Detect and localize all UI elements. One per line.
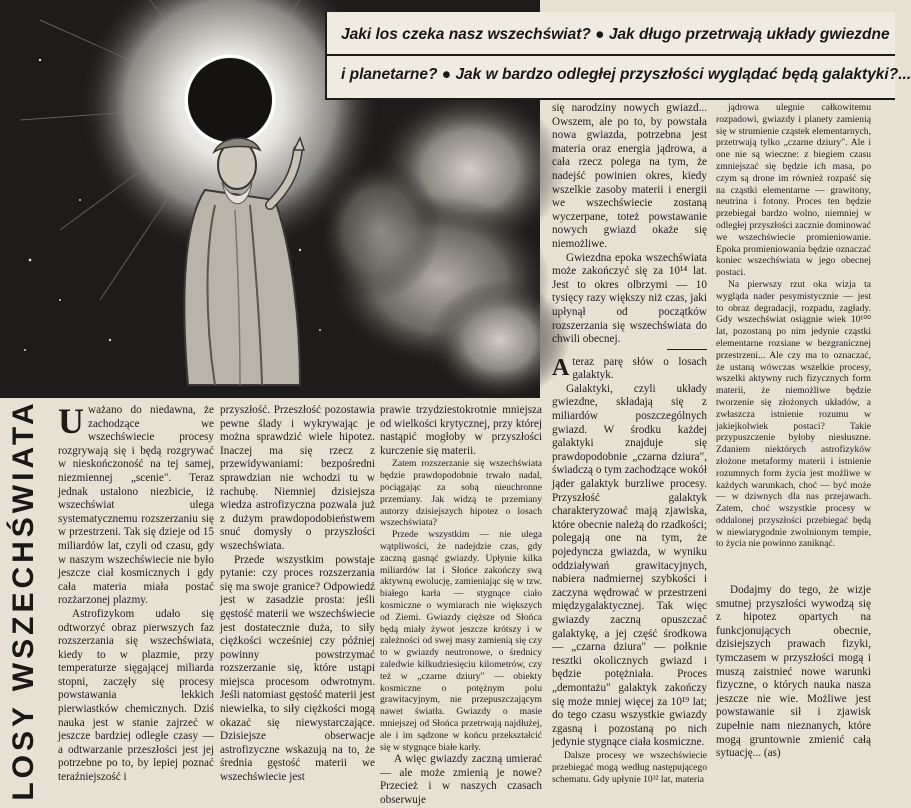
paragraph-text: teraz parę słów o losach galaktyk.: [572, 355, 707, 382]
small-print-block: [380, 458, 542, 753]
text-column-2: [220, 404, 375, 794]
cloud-middle: [320, 160, 440, 300]
small-paragraph: jądrowa ulegnie całkowitemu rozpadowi, gwiazdy i planety zamienią się w strumienie cząstek elementarnych, przetrwają tylko „czarne dziury". Ale i one nie są wieczne: z biegiem czasu zmniejszać się będzie ich masa, po czym są drone im również rozpaść się na cząstki elementarne — grawitony, neutrina i fotony. Proces ten będzie przebiegał bardzo wolno, niemniej w odległej przyszłości zacznie dominować we wszechświecie promieniowanie. Epoka promieniowania będzie oznaczać koniec wszechświata w jego obecnej postaci.: [716, 102, 871, 279]
paragraph: Dodajmy do tego, że wizje smutnej przyszłości wywodzą się z hipotez opartych na funkcjonujących obecnie, dzisiejszych prawach fizyki, tymczasem w przyszłości mogą i muszą zaistnieć nowe warunki fizyczne, o których nauka nasza jeszcze nie wie. Możliwe jest powstawanie sił i zjawisk zupełnie nam nieznanych, które mogą gruntownie zmienić całą sytuację... (as): [716, 584, 871, 760]
paragraph: się narodziny nowych gwiazd... Owszem, ale po to, by powstała nowa gwiazda, potrzebna jest materia oraz energia jądrowa, a cała rzecz polega na tym, że nadejść powinien okres, kiedy wszelkie zasoby materii i energii we wszechświecie zostaną wyczerpane, toteż powstawanie nowych gwiazd okaże się niemożliwe.: [552, 102, 707, 250]
paragraph: przyszłość. Przeszłość pozostawia pewne ślady i wykrywając je można sprawdzić wiele hipotez. Inaczej ma się rzecz z przewidywaniami: bezpośredni sprawdzian nie wchodzi tu w rachubę. Niemniej dzisiejsza wiedza astrofizyczna pozwala już z dużym prawdopodobieństwem snuć domysły o przyszłości wszechświata.: [220, 404, 375, 552]
paragraph: Gwiezdna epoka wszechświata może zakończyć się za 10¹⁴ lat. Jest to okres olbrzymi — 10 tysięcy razy większy niż czas, jaki upłynął od początków rozszerzania się wszechświata do chwili obecnej.: [552, 251, 707, 346]
paragraph: Galaktyki, czyli układy gwiezdne, składają się z miliardów poszczególnych gwiazd. W środku każdej galaktyki znajduje się prawdopodobnie „czarna dziura", świadczą o tym zachodzące wokół jąder galaktyk burzliwe procesy. Przyszłość galaktyk charakteryzować mają zjawiska, które obecnie należą do rzadkości; polegają one na tym, że pojedyncza gwiazda, w wyniku oddziaływań grawitacyjnych, nabiera nadmiernej szybkości i zaczyna wędrować w przestrzeni międzygalaktycznej. Tak więc gwiazdy zaczną opuszczać galaktykę, a jej część środkowa — „czarna dziura" — połknie resztki okolicznych gwiazd i będzie potężniała. Proces „demontażu" galaktyk zakończy się może mniej więcej za 10¹⁹ lat; do tego czasu wszystkie gwiazdy zgasną i pozostaną po nich jedynie stygnące ciała kosmiczne.: [552, 382, 707, 749]
text-column-1: [58, 401, 214, 794]
drop-cap: A: [552, 354, 570, 381]
small-paragraph: Przede wszystkim — nie ulega wątpliwości, że nadejdzie czas, gdy zaczną gasnąć gwiazdy. Upłynie kilka miliardów lat i Słońce zakończy swą aktywną ewolucję, zamieniając się w tzw. białego karła — stygnące ciało kosmiczne o wymiarach nie większych od Ziemi. Gwiazdy cięższe od Słońca będą miały żywot jeszcze krótszy i w zależności od swej masy zamienią się czy to w gwiazdy neutronowe, o średnicy zaledwie kilkudziesięciu kilometrów, czy też w „czarne dziury" — obiekty kosmiczne o potężnym polu grawitacyjnym, nie przepuszczającym nawet światła. Gwiazdy o masie mniejszej od Słońca przetrwają najdłużej, ale i im sądzone w końcu przekształcić się w stygnące białe karły.: [380, 529, 542, 753]
drop-cap: U: [58, 401, 84, 441]
article-title-strip: [0, 400, 48, 799]
headline-line-1: Jaki los czeka nasz wszechświat? ● Jak długo przetrwają układy gwiezdne: [341, 26, 890, 43]
sun-disk: [188, 58, 272, 142]
small-paragraph: Na pierwszy rzut oka wizja ta wygląda nader pesymistycznie — jest to obraz degradacji, rozpadu, zagłady. Gdy wszechświat osiągnie wiek 10¹⁰⁰ lat, pozostaną po nim jedynie cząstki elementarne rozsiane w bezgranicznej przestrzeni... Ale czy ma to oznaczać, że ustaną wówczas wszelkie procesy, wszelki aktywny ruch fizycznych form materii, że niemożliwe będzie tworzenie się złożonych układów, a zwłaszcza istnienie rozumu w jakiejkolwiek postaci? Takie przypuszczenie byłoby niesłuszne. Zdaniem niektórych astrofizyków złożone metaformy materii i istnienie rozumnych form życia jest możliwe w każdych warunkach, choć — być może — w dziwnych dla nas przejawach. Zatem, choć wszystkie procesy w oddalonej przyszłości przebiegać będą w niewiarygodnie zwolnionym tempie, to życia nie powinno zaniknąć.: [716, 278, 871, 550]
headline-line-2: i planetarne? ● Jak w bardzo odległej przyszłości wyglądać będą galaktyki?...: [341, 66, 911, 83]
paragraph-text: ważano do niedawna, że zachodzące we wszechświecie procesy rozgrywają się i będą rozgrywać w nieskończoność na tej samej, niezmiennej „scenie". Teraz jednak ustalono niezbicie, iż wszechświat ulega systematycznemu rozszerzaniu się w przestrzeni. Tak się dzieje od 15 miliardów lat, czyli od czasu, gdy w naszym wszechświecie nie było jeszcze ciał kosmicznych i gdy cała materia miała postać rozżarzonej plazmy.: [58, 404, 214, 607]
paragraph: [552, 356, 707, 383]
cloud-bottom-right: [430, 280, 570, 400]
small-paragraph: Dalsze procesy we wszechświecie przebiegać mogą według następującego schematu. Gdy upłynie 10³² lat, materia: [552, 749, 707, 785]
paragraph: prawie trzydziestokrotnie mniejsza od wielkości krytycznej, przy której nastąpić mogłoby w przyszłości kurczenie się materii.: [380, 404, 542, 457]
article-title: LOSY WSZECHŚWIATA: [7, 398, 40, 801]
text-column-3: [380, 404, 542, 807]
headline-box: [325, 12, 911, 100]
small-print-block: [716, 102, 871, 584]
headline-divider: [327, 54, 895, 56]
text-column-5: [716, 102, 871, 794]
paragraph: A więc gwiazdy zaczną umierać — ale może zmienią je nowe? Przecież i w naszych czasach obserwuje: [380, 753, 542, 807]
paragraph: Przede wszystkim powstaje pytanie: czy proces rozszerzania się ma swoje granice? Odpowiedź jest w zasadzie prosta: jeśli gęstość materii we wszechświecie jest dostatecznie duża, to siły ciężkości wcześniej czy później powinny powstrzymać rozszerzanie się, które ustąpi miejsca procesom odwrotnym. Jeśli natomiast gęstość materii jest niewielka, to siły ciężkości mogą okazać się niewystarczające. Dzisiejsze obserwacje astrofizyczne wskazują na to, że średnia gęstość materii we wszechświecie jest: [220, 553, 375, 784]
text-column-4: [552, 102, 707, 794]
small-paragraph: Zatem rozszerzanie się wszechświata będzie prawdopodobnie trwało nadal, pociągając za sobą nieuchronne przemiany. Jak widzą te przemiany autorzy dzisiejszych hipotez o losach wszechświata?: [380, 458, 542, 529]
small-print-block: [552, 750, 707, 785]
section-divider: [667, 349, 707, 350]
paragraph: Astrofizykom udało się odtworzyć obraz pierwszych faz rozszerzania się wszechświata, kiedy to w plazmie, przy temperaturze sięgającej miliarda stopni, zaczęły się procesy powstawania lekkich pierwiastków chemicznych. Dziś nauka jest w stanie zajrzeć w jeszcze bardziej odległe czasy — a odtwarzanie przeszłości jest jej potrzebne po to, by lepiej poznać teraźniejszość i: [58, 607, 214, 784]
paragraph: [58, 401, 214, 608]
